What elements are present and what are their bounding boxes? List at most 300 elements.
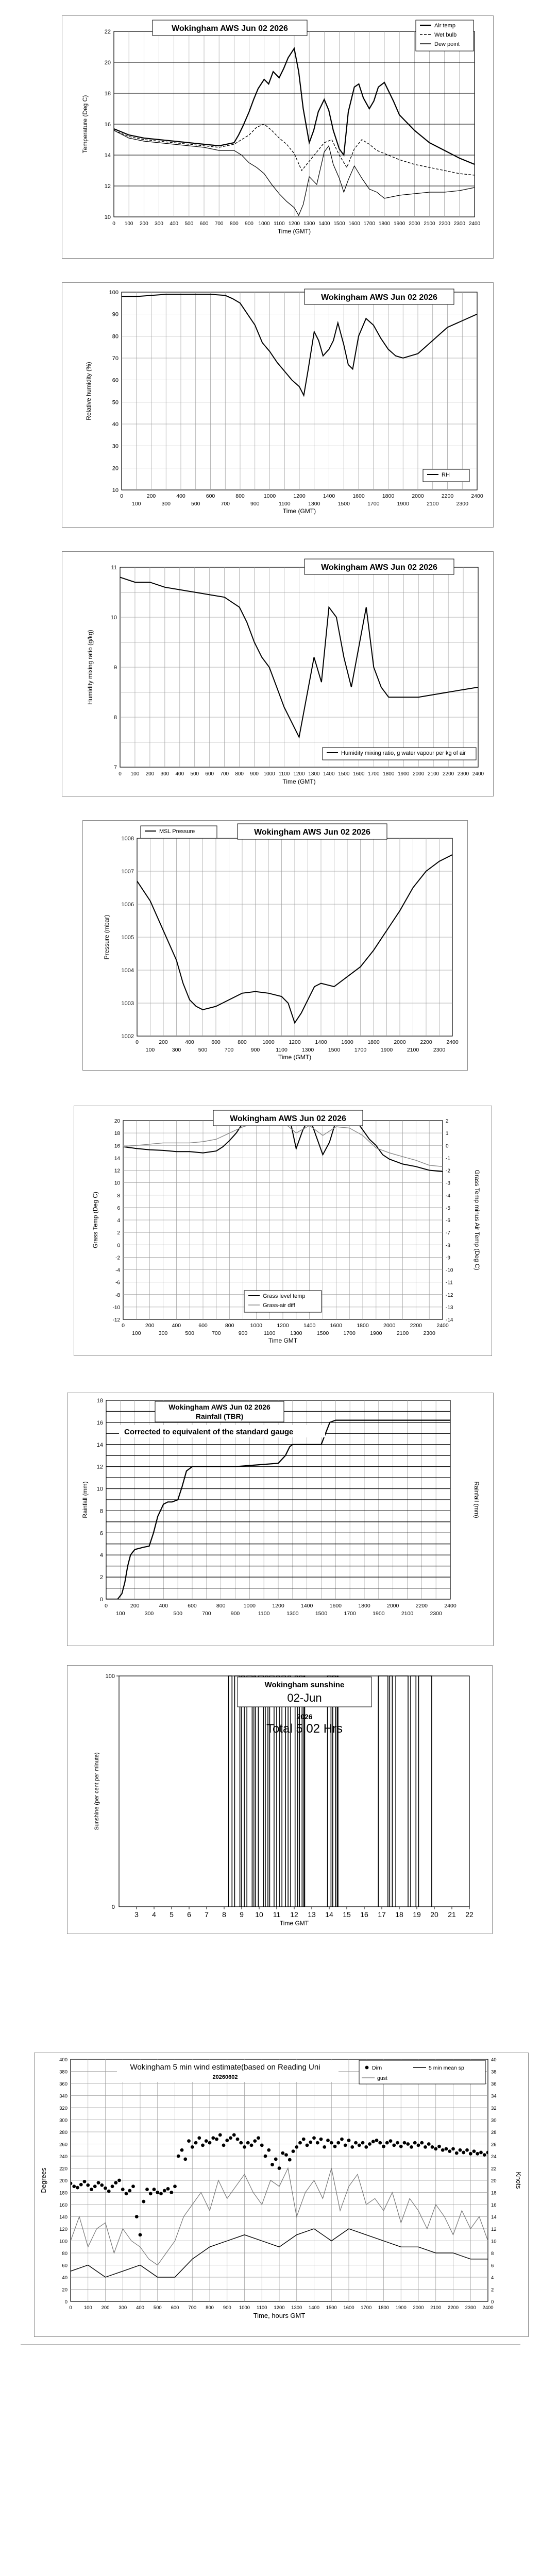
y-axis-label: Humidity mixing ratio (g/kg): [87, 630, 94, 705]
y-tick-label: 50: [112, 399, 119, 406]
y-tick-label: 14: [491, 2214, 497, 2221]
x-tick-label: 18: [395, 1910, 403, 1919]
direction-point: [420, 2141, 424, 2145]
direction-point: [427, 2142, 431, 2146]
y-tick-label: 16: [491, 2202, 497, 2208]
x-tick-label: 2400: [444, 1603, 457, 1609]
x-tick-label: 1100: [274, 221, 285, 227]
x-tick-label: 1300: [308, 771, 320, 777]
x-tick-label: 2000: [394, 1039, 406, 1045]
x-axis-label: Time GMT: [279, 1920, 309, 1927]
x-tick-label: 2000: [383, 1323, 396, 1329]
y-tick-label: 1007: [121, 869, 134, 875]
y-tick-label: 0: [111, 1904, 115, 1910]
x-tick-label: 400: [176, 493, 185, 499]
y-tick-label: 40: [491, 2057, 497, 2063]
direction-point: [236, 2138, 240, 2141]
x-tick-label: 500: [190, 771, 199, 777]
grass-temp-chart-svg: [74, 1106, 492, 1355]
x-tick-label: 200: [146, 493, 156, 499]
x-tick-label: 1200: [277, 1323, 289, 1329]
y-axis-label-right: Grass Temp minus Air Temp (Deg C): [474, 1170, 481, 1270]
y-tick-label: -11: [446, 1280, 453, 1286]
y-tick-label: 7: [113, 765, 117, 771]
x-tick-label: 2400: [436, 1323, 449, 1329]
legend-entry: Grass level temp: [263, 1293, 306, 1299]
direction-point: [399, 2145, 403, 2148]
x-tick-label: 400: [172, 1323, 181, 1329]
x-tick-label: 100: [83, 2305, 92, 2311]
x-tick-label: 500: [191, 501, 200, 507]
direction-point: [97, 2181, 100, 2184]
y-tick-label: 12: [114, 1168, 120, 1174]
y-tick-label: 1005: [121, 935, 134, 941]
direction-point: [281, 2151, 284, 2155]
x-tick-label: 2200: [447, 2305, 459, 2311]
y-tick-label: 180: [59, 2190, 67, 2196]
x-tick-label: 1900: [380, 1047, 393, 1053]
y-tick-label: 28: [491, 2130, 497, 2136]
x-tick-label: 1600: [348, 221, 360, 227]
x-tick-label: 200: [159, 1039, 168, 1045]
x-tick-label: 900: [250, 501, 260, 507]
x-tick-label: 200: [139, 221, 148, 227]
x-tick-label: 2000: [386, 1603, 399, 1609]
x-tick-label: 300: [158, 1330, 168, 1336]
x-tick-label: 1800: [382, 493, 395, 499]
direction-point: [406, 2142, 410, 2146]
direction-point: [90, 2188, 93, 2191]
x-tick-label: 3: [134, 1910, 139, 1919]
y-tick-label: -13: [446, 1304, 453, 1311]
direction-point: [225, 2139, 229, 2142]
x-tick-label: 1600: [353, 771, 365, 777]
direction-point: [472, 2149, 476, 2153]
x-tick-label: 1500: [326, 2305, 337, 2311]
x-tick-label: 900: [223, 2305, 231, 2311]
x-tick-label: 1600: [329, 1603, 342, 1609]
x-tick-label: 2300: [433, 1047, 446, 1053]
x-tick-label: 900: [250, 771, 259, 777]
direction-point: [361, 2141, 365, 2145]
x-tick-label: 1100: [276, 1047, 288, 1053]
x-tick-label: 2400: [471, 493, 483, 499]
x-tick-label: 20: [430, 1910, 438, 1919]
y-tick-label: 1004: [121, 968, 134, 974]
direction-point: [149, 2192, 153, 2195]
direction-point: [197, 2136, 201, 2140]
chart-title: Wokingham AWS Jun 02 2026: [168, 1403, 270, 1411]
direction-point: [392, 2143, 396, 2147]
direction-point: [385, 2141, 389, 2145]
direction-point: [469, 2152, 472, 2156]
legend-entry: Dirn: [372, 2065, 382, 2071]
direction-point: [451, 2147, 455, 2151]
x-tick-label: 2000: [412, 493, 424, 499]
y-tick-label: 10: [104, 214, 111, 221]
humidity-chart: [62, 282, 494, 528]
x-tick-label: 15: [343, 1910, 351, 1919]
direction-point: [257, 2136, 260, 2140]
y-tick-label: 30: [491, 2117, 497, 2124]
legend-entry: Air temp: [434, 23, 455, 29]
x-tick-label: 2200: [415, 1603, 428, 1609]
y-tick-label: 0: [64, 2299, 67, 2305]
direction-point: [319, 2138, 323, 2141]
x-tick-label: 1900: [397, 501, 409, 507]
y-tick-label: -8: [446, 1243, 450, 1249]
x-tick-label: 100: [130, 771, 140, 777]
y-tick-label: 6: [117, 1205, 120, 1211]
direction-point: [378, 2141, 382, 2145]
y-tick-label: 1002: [121, 1033, 134, 1040]
x-tick-label: 1000: [258, 221, 270, 227]
x-tick-label: 2300: [457, 771, 469, 777]
y-tick-label: 0: [491, 2299, 494, 2305]
direction-point: [375, 2139, 379, 2142]
y-tick-label: 90: [112, 311, 119, 318]
x-tick-label: 1600: [341, 1039, 353, 1045]
x-tick-label: 100: [131, 501, 141, 507]
direction-point: [455, 2151, 459, 2155]
y-tick-label: 0: [446, 1143, 449, 1149]
grass-temp-chart: [74, 1106, 492, 1356]
x-tick-label: 1100: [278, 771, 290, 777]
x-tick-label: 1500: [333, 221, 345, 227]
y-tick-label: 100: [105, 1673, 115, 1680]
x-tick-label: 2200: [442, 771, 454, 777]
x-tick-label: 400: [136, 2305, 144, 2311]
chart-subtitle: Rainfall (TBR): [195, 1412, 244, 1420]
y-tick-label: -10: [446, 1267, 453, 1274]
direction-point: [159, 2192, 163, 2195]
direction-point: [437, 2145, 441, 2148]
x-tick-label: 1500: [315, 1611, 328, 1617]
x-tick-label: 700: [212, 1330, 221, 1336]
x-tick-label: 1800: [358, 1603, 370, 1609]
x-tick-label: 1200: [289, 1039, 301, 1045]
x-tick-label: 400: [175, 771, 184, 777]
y-tick-label: 18: [114, 1131, 120, 1137]
x-tick-label: 2200: [410, 1323, 422, 1329]
y-tick-label: 100: [109, 290, 119, 296]
mixing-ratio-chart-svg: [62, 552, 493, 796]
direction-point: [382, 2145, 385, 2148]
x-tick-label: 1300: [290, 1330, 302, 1336]
x-tick-label: 2300: [453, 221, 465, 227]
y-tick-label: 240: [59, 2154, 67, 2160]
direction-point: [180, 2148, 184, 2152]
temperature-chart-svg: [62, 16, 493, 258]
direction-point: [312, 2136, 316, 2140]
direction-point: [177, 2155, 180, 2158]
y-tick-label: -10: [112, 1304, 120, 1311]
direction-point: [396, 2141, 399, 2145]
x-tick-label: 1500: [337, 501, 350, 507]
direction-point: [459, 2148, 462, 2152]
pressure-chart: [82, 820, 468, 1071]
y-tick-label: 16: [114, 1143, 120, 1149]
y-tick-label: 100: [59, 2239, 67, 2245]
x-tick-label: 1600: [343, 2305, 354, 2311]
x-axis-label: Time (GMT): [278, 1054, 312, 1061]
y-tick-label: -4: [446, 1193, 450, 1199]
y-tick-label: 1008: [121, 836, 134, 842]
direction-point: [309, 2141, 312, 2144]
y-tick-label: 1003: [121, 1001, 134, 1007]
direction-point: [139, 2233, 142, 2236]
x-tick-label: 2400: [468, 221, 481, 227]
y-tick-label: 400: [59, 2057, 67, 2063]
x-tick-label: 1400: [323, 493, 335, 499]
y-tick-label: 2: [491, 2287, 494, 2293]
x-tick-label: 900: [250, 1047, 260, 1053]
y-tick-label: 10: [96, 1486, 103, 1493]
y-tick-label: 380: [59, 2069, 67, 2075]
direction-point: [424, 2145, 427, 2149]
y-tick-label: 40: [112, 421, 119, 428]
y-tick-label: -12: [112, 1317, 120, 1323]
y-tick-label: 20: [114, 1118, 120, 1124]
direction-point: [371, 2140, 375, 2143]
x-tick-label: 1300: [286, 1611, 299, 1617]
x-tick-label: 700: [224, 1047, 234, 1053]
x-tick-label: 1400: [323, 771, 335, 777]
y-tick-label: 12: [96, 1464, 103, 1470]
direction-point: [368, 2142, 371, 2146]
x-tick-label: 2300: [456, 501, 468, 507]
direction-point: [111, 2184, 114, 2188]
y-tick-label: 22: [491, 2166, 497, 2172]
direction-point: [413, 2141, 417, 2145]
direction-point: [135, 2215, 139, 2218]
y-tick-label: 34: [491, 2093, 497, 2099]
sunshine-chart-svg: [67, 1666, 492, 1934]
y-axis-label: Rainfall (mm): [81, 1481, 89, 1518]
direction-point: [173, 2184, 177, 2188]
y-tick-label: 6: [491, 2263, 494, 2269]
x-tick-label: 0: [69, 2305, 72, 2311]
x-tick-label: 1200: [293, 771, 305, 777]
y-tick-label: 20: [62, 2287, 67, 2293]
x-tick-label: 1400: [308, 2305, 320, 2311]
pressure-chart-svg: [83, 821, 467, 1070]
x-tick-label: 400: [185, 1039, 194, 1045]
x-tick-label: 4: [152, 1910, 156, 1919]
x-tick-label: 1000: [262, 1039, 275, 1045]
direction-point: [358, 2143, 361, 2147]
legend-entry: RH: [442, 472, 450, 478]
y-axis-label: Relative humidity (%): [85, 362, 92, 420]
chart-title: Wokingham sunshine: [264, 1681, 345, 1689]
wind-chart: [34, 2053, 529, 2337]
y-axis-label: Degrees: [40, 2167, 47, 2193]
x-tick-label: 1800: [378, 2305, 390, 2311]
direction-point: [142, 2200, 145, 2204]
direction-point: [333, 2145, 337, 2148]
x-tick-label: 2400: [446, 1039, 459, 1045]
y-tick-label: 30: [112, 443, 119, 450]
x-tick-label: 700: [214, 221, 224, 227]
legend-entry: Wet bulb: [434, 32, 457, 38]
legend-entry: 5 min mean sp: [429, 2065, 464, 2071]
x-axis-label: Time GMT: [268, 1337, 298, 1344]
y-tick-label: 14: [96, 1442, 103, 1448]
x-tick-label: 300: [160, 771, 170, 777]
x-tick-label: 1900: [398, 771, 410, 777]
y-tick-label: 340: [59, 2093, 67, 2099]
y-tick-label: 280: [59, 2130, 67, 2136]
chart-title: Wokingham 5 min wind estimate(based on Reading Uni: [130, 2063, 320, 2072]
x-tick-label: 2100: [407, 1047, 419, 1053]
direction-point: [298, 2141, 302, 2145]
y-tick-label: 60: [112, 377, 119, 384]
chart-subtitle: 02-Jun: [287, 1691, 322, 1704]
direction-point: [476, 2152, 479, 2156]
x-tick-label: 1700: [368, 771, 380, 777]
x-tick-label: 13: [308, 1910, 316, 1919]
x-tick-label: 2100: [401, 1611, 414, 1617]
y-axis-label: Sunshine (per cent per minute): [94, 1752, 100, 1831]
x-tick-label: 16: [360, 1910, 368, 1919]
x-tick-label: 700: [202, 1611, 211, 1617]
x-axis-label: Time (GMT): [282, 778, 316, 785]
direction-point: [284, 2153, 288, 2157]
x-tick-label: 700: [221, 501, 230, 507]
direction-point: [222, 2143, 226, 2147]
y-tick-label: 1: [446, 1131, 449, 1137]
direction-point: [448, 2149, 451, 2153]
y-tick-label: 24: [491, 2154, 497, 2160]
direction-point: [253, 2139, 257, 2143]
x-tick-label: 500: [198, 1047, 208, 1053]
x-tick-label: 1100: [258, 1611, 270, 1617]
direction-point: [264, 2155, 267, 2158]
x-tick-label: 0: [112, 221, 115, 227]
x-tick-label: 17: [378, 1910, 386, 1919]
direction-point: [117, 2179, 121, 2182]
direction-point: [306, 2143, 309, 2147]
legend-swatch: [365, 2066, 369, 2070]
chart-title: Wokingham AWS Jun 02 2026: [230, 1114, 346, 1123]
x-tick-label: 400: [159, 1603, 168, 1609]
direction-point: [336, 2141, 340, 2145]
direction-point: [156, 2191, 159, 2194]
y-tick-label: 9: [113, 665, 117, 671]
direction-point: [246, 2141, 250, 2145]
direction-point: [83, 2180, 87, 2183]
direction-point: [239, 2141, 243, 2145]
chart-title: Wokingham AWS Jun 02 2026: [172, 24, 288, 33]
direction-point: [354, 2141, 358, 2145]
direction-point: [431, 2145, 434, 2149]
y-tick-label: 80: [62, 2251, 67, 2257]
x-tick-label: 2100: [424, 221, 435, 227]
x-tick-label: 1700: [344, 1611, 356, 1617]
x-tick-label: 200: [145, 1323, 155, 1329]
x-tick-label: 500: [184, 221, 194, 227]
x-tick-label: 800: [229, 221, 239, 227]
chart-title: Wokingham AWS Jun 02 2026: [321, 563, 437, 572]
x-tick-label: 200: [101, 2305, 110, 2311]
direction-point: [344, 2143, 347, 2147]
direction-point: [274, 2157, 278, 2161]
x-tick-label: 2200: [420, 1039, 432, 1045]
direction-point: [183, 2157, 187, 2161]
y-tick-label: -5: [446, 1205, 450, 1211]
y-axis-label-right: Knots: [515, 2172, 522, 2189]
x-tick-label: 19: [413, 1910, 421, 1919]
x-tick-label: 100: [124, 221, 133, 227]
direction-point: [114, 2181, 117, 2184]
y-tick-label: -12: [446, 1292, 453, 1298]
direction-point: [194, 2141, 198, 2145]
y-tick-label: 10: [491, 2239, 497, 2245]
y-tick-label: 20: [112, 465, 119, 472]
legend-entry: Humidity mixing ratio, g water vapour per kg of air: [341, 750, 466, 756]
direction-point: [163, 2189, 166, 2193]
direction-point: [215, 2138, 218, 2141]
y-tick-label: 2: [117, 1230, 120, 1236]
y-tick-label: 4: [117, 1218, 120, 1224]
chart-title: Wokingham AWS Jun 02 2026: [254, 828, 370, 837]
y-tick-label: 20: [491, 2178, 497, 2184]
x-tick-label: 1800: [383, 771, 395, 777]
x-tick-label: 600: [171, 2305, 179, 2311]
x-tick-label: 1300: [291, 2305, 302, 2311]
x-tick-label: 2100: [428, 771, 439, 777]
y-tick-label: 22: [104, 29, 111, 35]
y-tick-label: 220: [59, 2166, 67, 2172]
y-tick-label: 20: [104, 60, 111, 66]
direction-point: [93, 2184, 97, 2188]
direction-point: [170, 2191, 173, 2194]
y-tick-label: 4: [99, 1552, 103, 1559]
y-tick-label: 12: [491, 2227, 497, 2232]
x-tick-label: 0: [136, 1039, 139, 1045]
x-tick-label: 300: [119, 2305, 127, 2311]
x-tick-label: 1700: [354, 1047, 367, 1053]
y-axis-label: Temperature (Deg C): [81, 95, 89, 154]
x-tick-label: 1400: [303, 1323, 316, 1329]
x-tick-label: 2100: [430, 2305, 442, 2311]
x-tick-label: 800: [225, 1323, 234, 1329]
x-tick-label: 1700: [367, 501, 380, 507]
x-tick-label: 200: [130, 1603, 140, 1609]
x-tick-label: 1000: [263, 771, 275, 777]
direction-point: [205, 2139, 208, 2143]
y-tick-label: 16: [96, 1419, 103, 1426]
direction-point: [187, 2139, 191, 2143]
x-tick-label: 10: [255, 1910, 263, 1919]
direction-point: [302, 2138, 306, 2141]
x-tick-label: 1600: [352, 493, 365, 499]
y-tick-label: 70: [112, 355, 119, 362]
y-tick-label: 1006: [121, 902, 134, 908]
y-tick-label: 0: [117, 1243, 120, 1249]
y-tick-label: 80: [112, 333, 119, 340]
rainfall-chart-svg: [67, 1393, 493, 1646]
x-tick-label: 2300: [423, 1330, 435, 1336]
x-tick-label: 9: [240, 1910, 244, 1919]
direction-point: [462, 2151, 465, 2155]
direction-point: [292, 2149, 295, 2153]
y-tick-label: 260: [59, 2142, 67, 2148]
x-tick-label: 1700: [363, 221, 375, 227]
x-tick-label: 1600: [330, 1323, 343, 1329]
x-tick-label: 1700: [361, 2305, 372, 2311]
y-tick-label: 2: [99, 1574, 103, 1581]
